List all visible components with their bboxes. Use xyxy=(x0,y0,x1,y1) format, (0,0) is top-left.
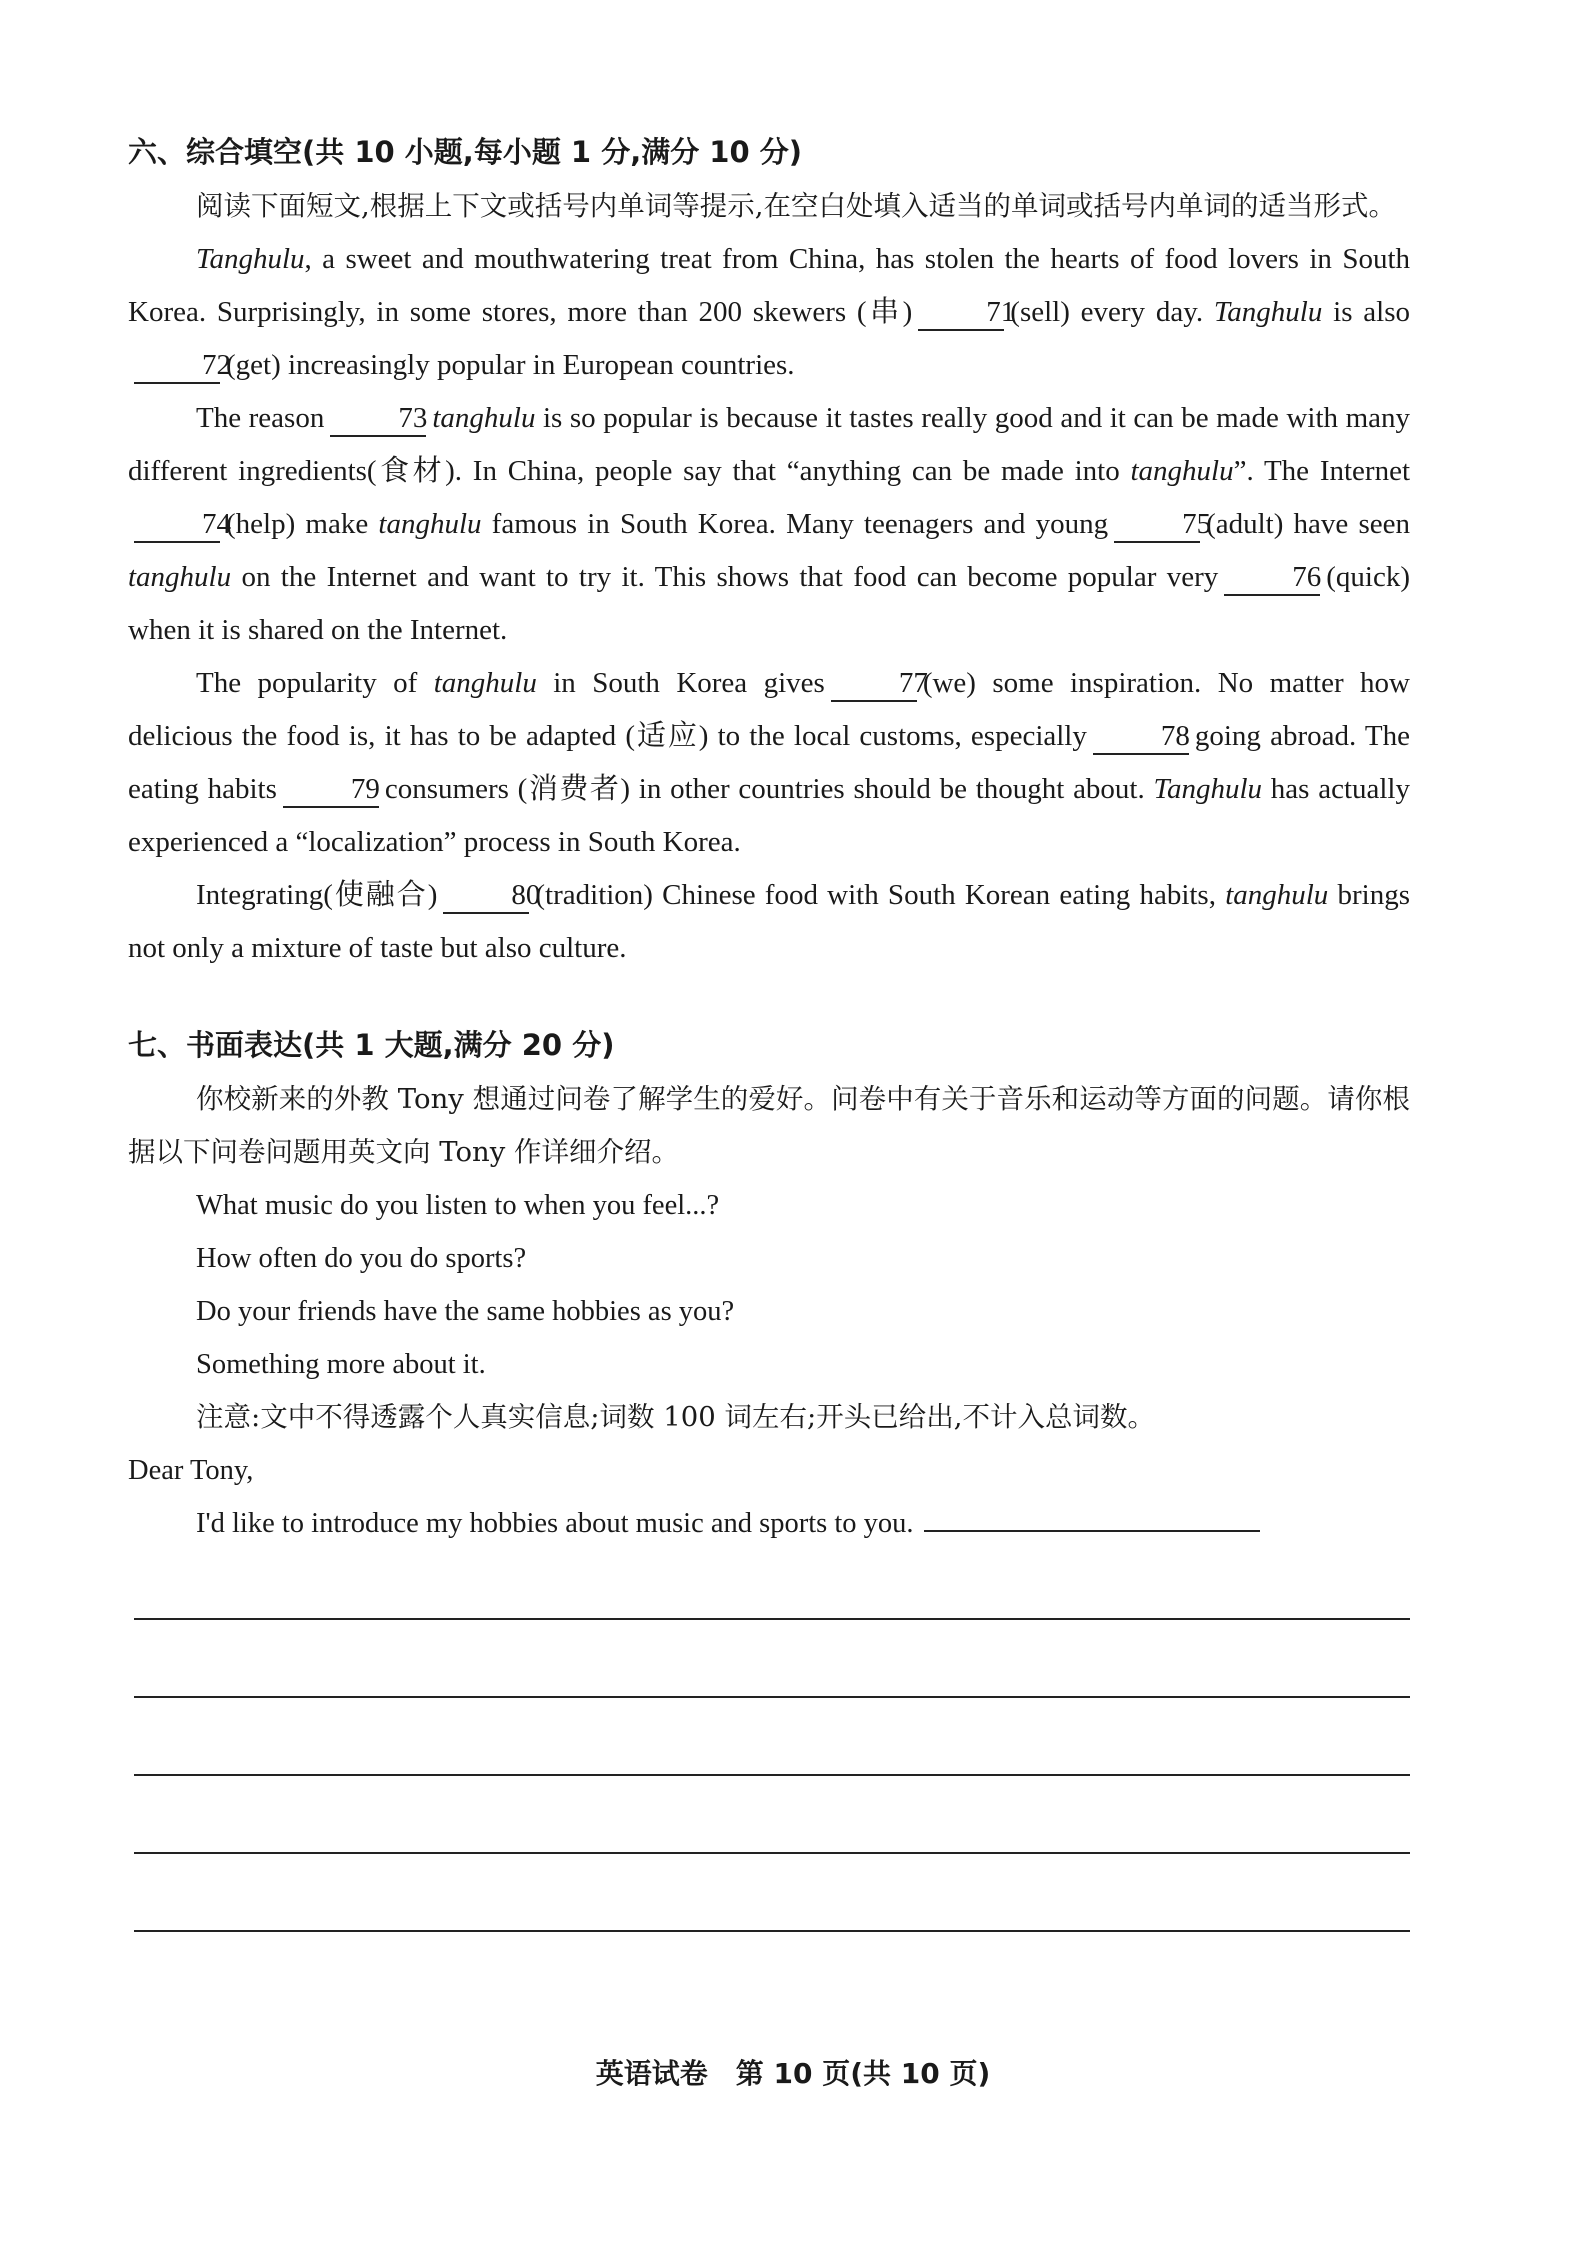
blank-78[interactable]: 78 xyxy=(1093,721,1189,755)
page-content xyxy=(128,132,1410,1932)
blank-79[interactable]: 79 xyxy=(283,774,379,808)
letter-salutation: Dear Tony, xyxy=(128,1455,254,1486)
questionnaire-question-3: Do your friends have the same hobbies as you? xyxy=(196,1296,735,1327)
blank-74[interactable]: 74 xyxy=(134,509,220,543)
text: going abroad. The eating habits xyxy=(128,720,1410,805)
writing-note: 注意:文中不得透露个人真实信息;词数 100 词左右;开头已给出,不计入总词数。 xyxy=(196,1401,1156,1433)
letter-opening: I'd like to introduce my hobbies about music and sports to you. xyxy=(196,1508,914,1539)
text: is also xyxy=(1322,296,1410,328)
text: is so popular is because it tastes really good and it can be made with many different ingredients(食材). In China, people say that “anything can be made into xyxy=(128,402,1410,487)
passage-paragraph-2 xyxy=(128,392,1410,657)
section7-heading: 七、书面表达(共 1 大题,满分 20 分) xyxy=(128,1028,615,1062)
text: The reason xyxy=(196,402,325,434)
spacer xyxy=(128,1854,1410,1930)
term-tanghulu: tanghulu xyxy=(128,561,232,593)
section-spacer xyxy=(128,975,1410,1025)
term-tanghulu: tanghulu xyxy=(433,667,537,699)
term-tanghulu: tanghulu xyxy=(432,402,536,434)
text: (sell) every day. xyxy=(1010,296,1214,328)
spacer xyxy=(128,1698,1410,1774)
passage-paragraph-4 xyxy=(128,869,1410,975)
text: (we) some inspiration. No matter how delicious the food is, it has to be adapted (适应) to the local customs, especially xyxy=(128,667,1410,752)
text: (adult) have seen xyxy=(1206,508,1411,540)
section6-instruction: 阅读下面短文,根据上下文或括号内单词等提示,在空白处填入适当的单词或括号内单词的适当形式。 xyxy=(196,190,1396,222)
questionnaire-question-2: How often do you do sports? xyxy=(196,1243,527,1274)
text: The popularity of xyxy=(196,667,434,699)
blank-73[interactable]: 73 xyxy=(330,403,426,437)
passage-paragraph-3 xyxy=(128,657,1410,869)
text: ”. The Internet xyxy=(1233,455,1410,487)
blank-76[interactable]: 76 xyxy=(1224,562,1320,596)
term-tanghulu: tanghulu xyxy=(1130,455,1234,487)
text: (tradition) Chinese food with South Korean eating habits, xyxy=(535,879,1226,911)
section6-heading: 六、综合填空(共 10 小题,每小题 1 分,满分 10 分) xyxy=(128,135,803,169)
letter-opening-line xyxy=(128,1497,1410,1550)
term-tanghulu: Tanghulu xyxy=(196,243,305,275)
page-footer: 英语试卷 第 10 页(共 10 页) xyxy=(595,2057,991,2090)
text: on the Internet and want to try it. This shows that food can become popular very xyxy=(231,561,1219,593)
term-tanghulu: tanghulu xyxy=(1225,879,1329,911)
blank-80[interactable]: 80 xyxy=(443,880,529,914)
writing-line-start[interactable] xyxy=(924,1500,1260,1532)
spacer xyxy=(128,1776,1410,1852)
spacer xyxy=(128,1550,1410,1618)
text: famous in South Korea. Many teenagers and young xyxy=(481,508,1109,540)
term-tanghulu: Tanghulu xyxy=(1213,296,1323,328)
blank-71[interactable]: 71 xyxy=(918,297,1004,331)
text: , a sweet and mouthwatering treat from China, has stolen the hearts of food lovers in South Korea. Surprisingly, in some stores, more than 200 skewers (串) xyxy=(128,243,1410,328)
term-tanghulu: tanghulu xyxy=(378,508,482,540)
writing-line[interactable] xyxy=(134,1930,1410,1932)
text: (quick) when it is shared on the Internet. xyxy=(128,561,1410,646)
text: brings not only a mixture of taste but also culture. xyxy=(128,879,1411,964)
section7-instruction: 你校新来的外教 Tony 想通过问卷了解学生的爱好。问卷中有关于音乐和运动等方面的问题。请你根据以下问卷问题用英文向 Tony 作详细介绍。 xyxy=(128,1083,1410,1168)
text: in South Korea gives xyxy=(536,667,825,699)
passage-paragraph-1 xyxy=(128,233,1410,392)
questionnaire-question-4: Something more about it. xyxy=(196,1349,486,1380)
text: has actually experienced a “localization” process in South Korea. xyxy=(128,773,1410,858)
text: (help) make xyxy=(226,508,379,540)
text: consumers (消费者) in other countries should be thought about. xyxy=(384,773,1154,805)
text: Integrating(使融合) xyxy=(196,879,438,911)
blank-77[interactable]: 77 xyxy=(831,668,917,702)
blank-75[interactable]: 75 xyxy=(1114,509,1200,543)
text: (get) increasingly popular in European countries. xyxy=(226,349,795,381)
blank-72[interactable]: 72 xyxy=(134,350,220,384)
term-tanghulu: Tanghulu xyxy=(1153,773,1263,805)
spacer xyxy=(128,1620,1410,1696)
questionnaire-question-1: What music do you listen to when you feel...? xyxy=(196,1190,720,1221)
